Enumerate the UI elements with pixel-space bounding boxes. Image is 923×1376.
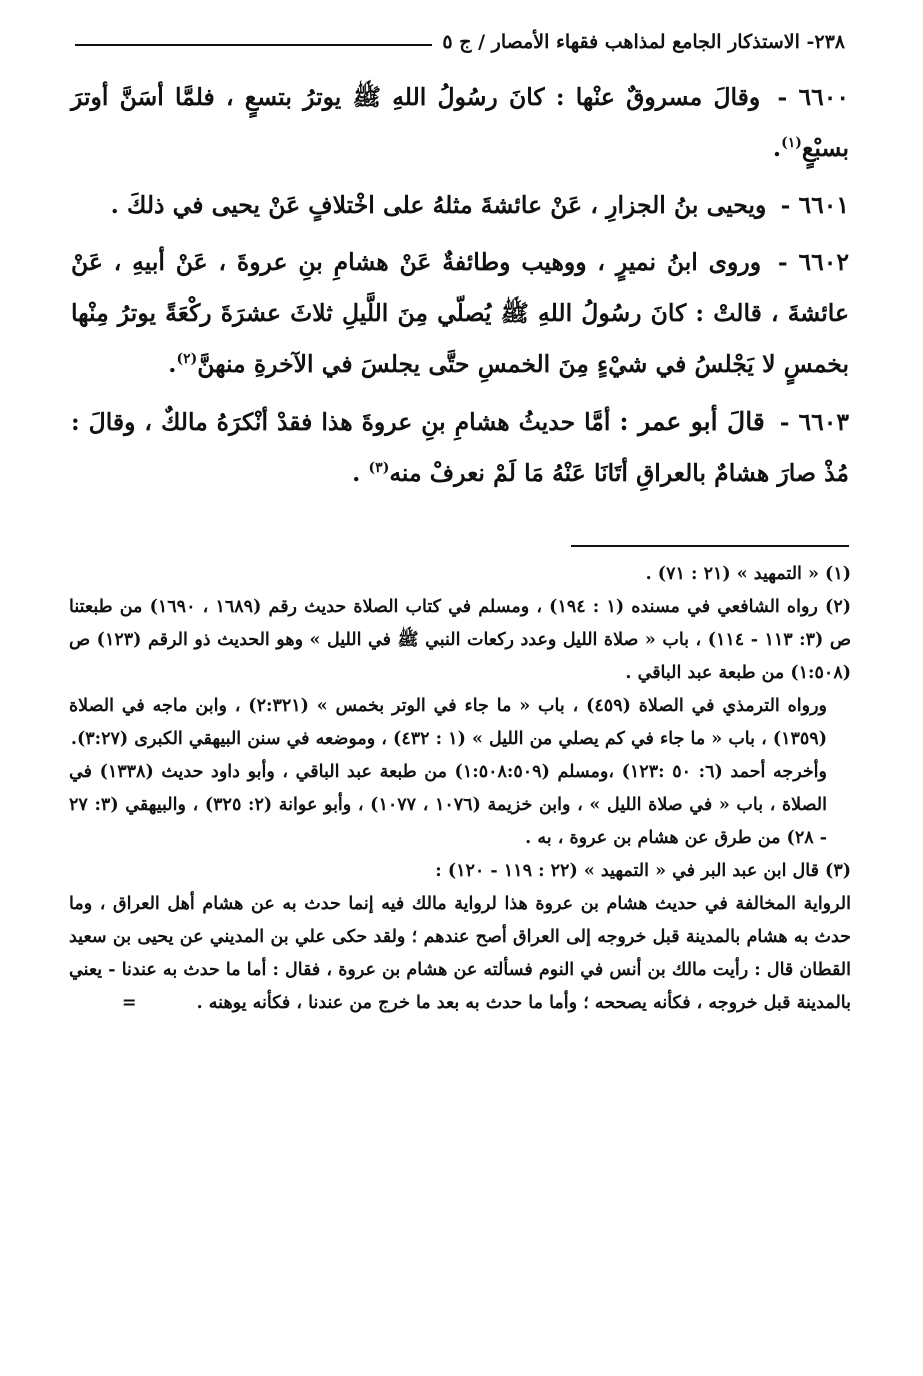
paragraph-tail: . <box>772 134 782 162</box>
running-head: ٢٣٨- الاستذكار الجامع لمذاهب فقهاء الأمصار / ج ٥ <box>442 31 845 53</box>
paragraph-6600 <box>71 72 849 174</box>
paragraph-tail: . <box>168 350 177 378</box>
footnotes <box>69 558 851 1020</box>
footnote-3: (٣) قال ابن عبد البر في « التمهيد » (٢٢ : ١١٩ - ١٢٠) : <box>435 861 851 881</box>
footnote-1: (١) « التمهيد » (٢١ : ٧١) . <box>645 564 851 584</box>
footnote-3-quote-text: الرواية المخالفة في حديث هشام بن عروة هذا لرواية مالك فيه إنما حدث به عن هشام أهل العراق ، وما حدث به هشام بالمدينة قبل خروجه إلى العراق أصح عندهم ؛ ولقد حكى علي بن المديني عن يحيى بن سعيد القطان قال : رأيت مالك بن أنس في النوم فسألته عن هشام بن عروة ، فقال : أما ما حدث به عندنا - يعني بالمدينة قبل خروجه ، فكأنه يصححه ؛ وأما ما حدث به بعد ما خرج من عندنا ، فكأنه يوهنه . <box>69 894 851 1013</box>
footnote-ref[interactable]: (٣) <box>368 460 390 477</box>
page-header <box>75 22 845 62</box>
paragraph-number: ٦٦٠٢ - <box>777 248 850 276</box>
paragraph-text: وروى ابنُ نميرٍ ، ووهيب وطائفةٌ عَنْ هشامِ بنِ عروةَ ، عَنْ أبيهِ ، عَنْ عائشةَ ، قالتْ : كانَ رسُولُ اللهِ ﷺ يُصلّي مِنَ اللَّيلِ ثلاثَ عشرَةَ ركْعَةً يوترُ مِنْها بخمسٍ لا يَجْلسُ في شيْءٍ مِنَ الخمسِ حتَّى يجلسَ في الآخرةِ منهنَّ <box>71 248 849 378</box>
paragraph-number: ٦٦٠٠ - <box>777 83 850 111</box>
paragraph-text: وقالَ مسروقٌ عنْها : كانَ رسُولُ اللهِ ﷺ يوترُ بتسعٍ ، فلمَّا أسَنَّ أوترَ بسبْعٍ <box>71 83 849 162</box>
footnote-2-sources: وأخرجه أحمد (٦: ٥٠ :١٢٣) ،ومسلم (١:٥٠٨:٥٠٩) من طبعة عبد الباقي ، وأبو داود حديث (١٣٣٨) في الصلاة ، باب « في صلاة الليل » ، وابن خزيمة (١٠٧٦ ، ١٠٧٧) ، وأبو عوانة (٢: ٣٢٥) ، والبيهقي (٣: ٢٧ - ٢٨) من طرق عن هشام بن عروة ، به . <box>69 762 827 848</box>
header-rule <box>75 44 432 46</box>
paragraph-lead: قالَ أبو عمر : <box>619 407 765 436</box>
paragraph-number: ٦٦٠١ - <box>780 191 849 219</box>
footnote-3-quote <box>69 888 851 1020</box>
paragraph-text: ويحيى بنُ الجزارِ ، عَنْ عائشةَ مثلهُ على اخْتلافٍ عَنْ يحيى في ذلكَ <box>127 191 767 219</box>
paragraph-6601 <box>71 180 849 231</box>
paragraph-6602 <box>71 237 849 390</box>
main-text <box>71 72 849 505</box>
continuation-mark: = <box>121 993 137 1013</box>
paragraph-tail: . <box>352 459 361 487</box>
footnote-separator <box>571 545 849 547</box>
footnote-2-continued: ورواه الترمذي في الصلاة (٤٥٩) ، باب « ما جاء في الوتر بخمس » (٢:٣٢١) ، وابن ماجه في الصلاة (١٣٥٩) ، باب « ما جاء في كم يصلي من الليل » (١ : ٤٣٢) ، وموضعه في سنن البيهقي الكبرى (٣:٢٧). <box>69 696 828 749</box>
footnote-2: (٢) رواه الشافعي في مسنده (١ : ١٩٤) ، ومسلم في كتاب الصلاة حديث رقم (١٦٨٩ ، ١٦٩٠) من طبعتنا ص (٣: ١١٣ - ١١٤) ، باب « صلاة الليل وعدد ركعات النبي ﷺ في الليل » وهو الحديث ذو الرقم (١٢٣) ص (١:٥٠٨) من طبعة عبد الباقي . <box>69 597 852 683</box>
paragraph-6603 <box>71 396 849 499</box>
paragraph-tail: . <box>110 191 119 219</box>
footnote-ref[interactable]: (٢) <box>176 351 198 368</box>
paragraph-text: أمَّا حديثُ هشامِ بنِ عروةَ هذا فقدْ أنْكرَهُ مالكٌ ، وقالَ : مُذْ صارَ هشامٌ بالعراقِ أتَانَا عَنْهُ مَا لَمْ نعرفْ منه <box>71 408 849 487</box>
paragraph-number: ٦٦٠٣ - <box>779 408 850 436</box>
footnote-ref[interactable]: (١) <box>781 135 802 152</box>
